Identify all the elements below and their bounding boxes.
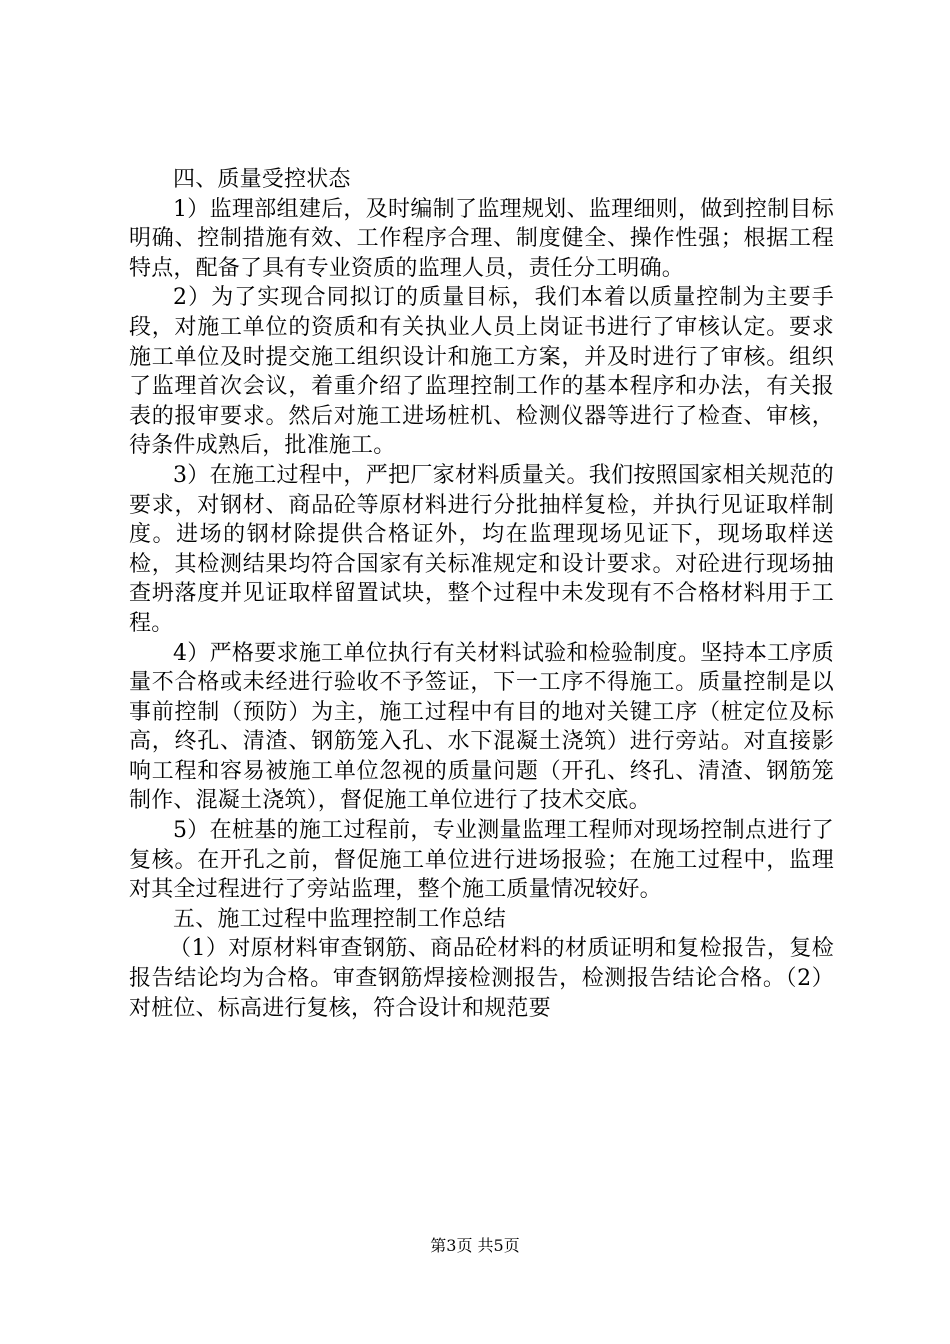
paragraph-5: 5）在桩基的施工过程前，专业测量监理工程师对现场控制点进行了复核。在开孔之前，督促施工单位进行进场报验；在施工过程中，监理对其全过程进行了旁站监理，整个施工质量情况较好。 xyxy=(129,818,834,903)
paragraph-4: 4）严格要求施工单位执行有关材料试验和检验制度。坚持本工序质量不合格或未经进行验收不予签证，下一工序不得施工。质量控制是以事前控制（预防）为主，施工过程中有目的地对关键工序（桩定位及标高，终孔、清渣、钢筋笼入孔、水下混凝土浇筑）进行旁站。对直接影响工程和容易被施工单位忽视的质量问题（开孔、终孔、清渣、钢筋笼制作、混凝土浇筑），督促施工单位进行了技术交底。 xyxy=(129,640,834,814)
paragraph-1: 1）监理部组建后，及时编制了监理规划、监理细则，做到控制目标明确、控制措施有效、工作程序合理、制度健全、操作性强；根据工程特点，配备了具有专业资质的监理人员，责任分工明确。 xyxy=(129,196,834,281)
section-heading-5: 五、施工过程中监理控制工作总结 xyxy=(173,906,507,932)
document-body xyxy=(129,165,834,1023)
section-heading-4: 四、质量受控状态 xyxy=(173,167,351,192)
paragraph-2: 2）为了实现合同拟订的质量目标，我们本着以质量控制为主要手段，对施工单位的资质和有关执业人员上岗证书进行了审核认定。要求施工单位及时提交施工组织设计和施工方案，并及时进行了审核。组织了监理首次会议，着重介绍了监理控制工作的基本程序和办法，有关报表的报审要求。然后对施工进场桩机、检测仪器等进行了检查、审核，待条件成熟后，批准施工。 xyxy=(129,285,834,459)
paragraph-6: （1）对原材料审查钢筋、商品砼材料的材质证明和复检报告，复检报告结论均为合格。审查钢筋焊接检测报告，检测报告结论合格。（2）对桩位、标高进行复核，符合设计和规范要 xyxy=(129,936,834,1021)
page-number-footer: 第3页 共5页 xyxy=(430,1236,520,1255)
paragraph-3: 3）在施工过程中，严把厂家材料质量关。我们按照国家相关规范的要求，对钢材、商品砼等原材料进行分批抽样复检，并执行见证取样制度。进场的钢材除提供合格证外，均在监理现场见证下，现场取样送检，其检测结果均符合国家有关标准规定和设计要求。对砼进行现场抽查坍落度并见证取样留置试块，整个过程中未发现有不合格材料用于工程。 xyxy=(129,462,834,636)
